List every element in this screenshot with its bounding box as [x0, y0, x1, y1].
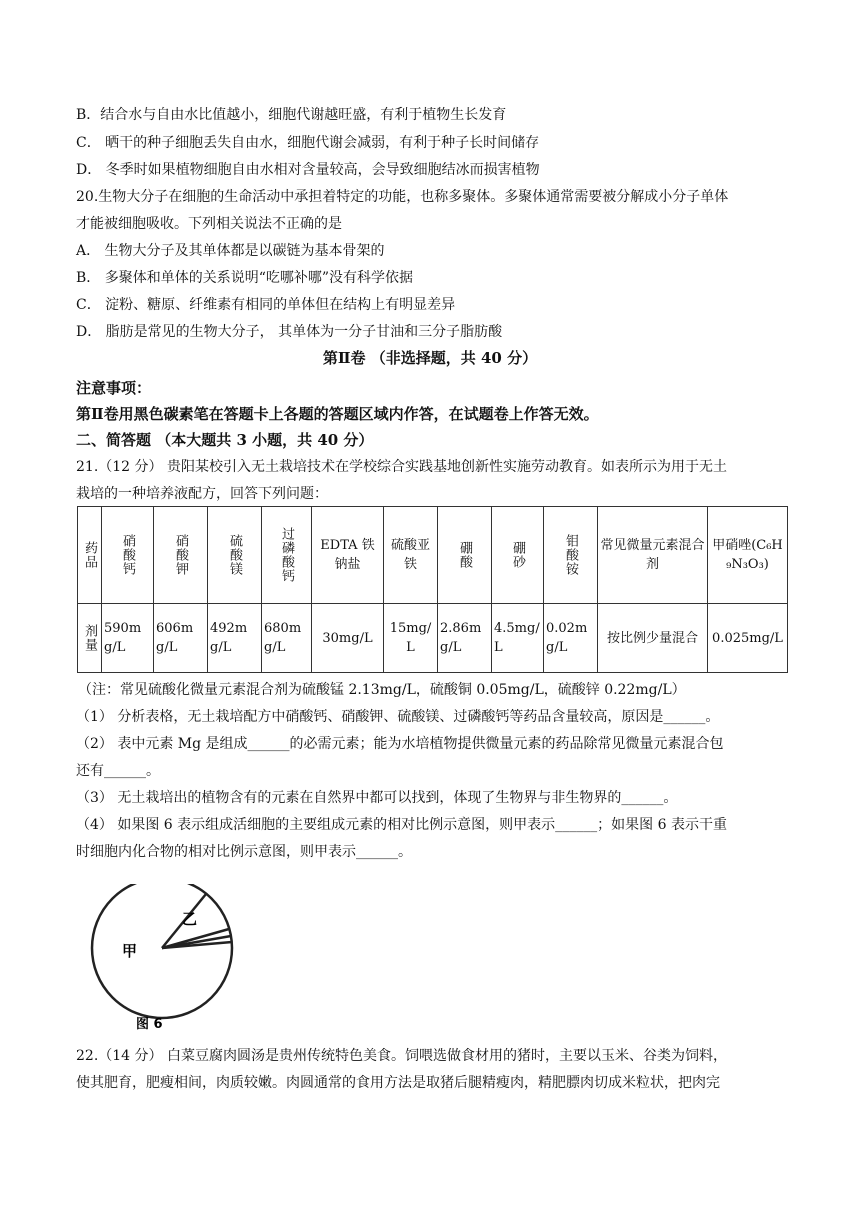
table-note: （注：常见硫酸化微量元素混合剂为硫酸锰 2.13mg/L，硫酸铜 0.05mg/L，硫酸锌 0.22mg/L）: [78, 682, 686, 698]
q21-sub2-line1: （2） 表中元素 Mg 是组成______的必需元素；能为水培植物提供微量元素的药品除常见微量元素混合包: [76, 736, 724, 752]
q22-stem-line1: 22.（14 分） 白菜豆腐肉圆汤是贵州传统特色美食。饲喂选做食材用的猪时，主要以玉米、谷类为饲料，: [76, 1048, 727, 1064]
row-label-drug: 药品: [78, 507, 102, 604]
dose-cell: 0.02mg/L: [544, 604, 598, 673]
dose-cell: 30mg/L: [312, 604, 384, 673]
q21-sub3: （3） 无土栽培出的植物含有的元素在自然界中都可以找到，体现了生物界与非生物界的______。: [76, 790, 678, 806]
q21-stem-line2: 栽培的一种培养液配方，回答下列问题：: [76, 486, 328, 502]
row-label-dose: 剂量: [78, 604, 102, 673]
header-cell: 钼酸铵: [544, 507, 598, 604]
pie-label-jia: 甲: [122, 942, 138, 960]
notice-text: 第Ⅱ卷用黑色碳素笔在答题卡上各题的答题区域内作答，在试题卷上作答无效。: [76, 405, 599, 423]
option-20-c: C． 淀粉、糖原、纤维素有相同的单体但在结构上有明显差异: [76, 297, 456, 313]
header-cell: EDTA 铁钠盐: [312, 507, 384, 604]
header-cell: 甲硝唑(C₆H₉N₃O₃): [708, 507, 788, 604]
header-cell: 硼酸: [438, 507, 492, 604]
figure-6-pie: [84, 884, 244, 1034]
q21-sub2-line2: 还有______。: [76, 763, 160, 779]
dose-cell: 4.5mg/L: [492, 604, 544, 673]
q20-stem-line1: 20.生物大分子在细胞的生命活动中承担着特定的功能，也称多聚体。多聚体通常需要被分解成小分子单体: [76, 189, 729, 205]
figure-caption: 图 6: [136, 1017, 163, 1032]
option-19-b: B．结合水与自由水比值越小，细胞代谢越旺盛，有利于植物生长发育: [76, 107, 507, 123]
q21-stem-line1: 21.（12 分） 贵阳某校引入无土栽培技术在学校综合实践基地创新性实施劳动教育。如表所示为用于无土: [76, 459, 727, 475]
section-2-title: 第Ⅱ卷 （非选择题，共 40 分）: [322, 349, 538, 367]
header-cell: 硝酸钾: [154, 507, 208, 604]
option-20-d: D． 脂肪是常见的生物大分子， 其单体为一分子甘油和三分子脂肪酸: [76, 324, 503, 340]
dose-cell: 492mg/L: [208, 604, 262, 673]
table-row-header: [78, 507, 788, 604]
q20-stem-line2: 才能被细胞吸收。下列相关说法不正确的是: [76, 216, 342, 232]
dose-cell: 15mg/L: [384, 604, 438, 673]
dose-cell: 680mg/L: [262, 604, 312, 673]
header-cell: 硫酸镁: [208, 507, 262, 604]
header-cell: 硼砂: [492, 507, 544, 604]
dose-cell: 606mg/L: [154, 604, 208, 673]
header-cell: 常见微量元素混合剂: [598, 507, 708, 604]
table-row-dose: [78, 604, 788, 673]
pie-label-yi: 乙: [182, 910, 198, 928]
dose-cell: 590mg/L: [102, 604, 154, 673]
q21-sub1: （1） 分析表格，无土栽培配方中硝酸钙、硝酸钾、硫酸镁、过磷酸钙等药品含量较高，原因是______。: [76, 709, 720, 725]
option-20-b: B． 多聚体和单体的关系说明“吃哪补哪”没有科学依据: [76, 270, 414, 286]
q22-stem-line2: 使其肥育，肥瘦相间，肉质较嫩。肉圆通常的食用方法是取猪后腿精瘦肉，精肥膘肉切成米粒状，把肉完: [76, 1075, 720, 1091]
q21-sub4-line1: （4） 如果图 6 表示组成活细胞的主要组成元素的相对比例示意图，则甲表示______；如果图 6 表示干重: [76, 817, 727, 833]
nutrient-table: [77, 506, 788, 673]
header-cell: 过磷酸钙: [262, 507, 312, 604]
header-cell: 硝酸钙: [102, 507, 154, 604]
pie-outline: [92, 884, 232, 1018]
option-19-c: C． 晒干的种子细胞丢失自由水，细胞代谢会减弱，有利于种子长时间储存: [76, 135, 540, 151]
option-20-a: A． 生物大分子及其单体都是以碳链为基本骨架的: [76, 243, 385, 259]
q21-sub4-line2: 时细胞内化合物的相对比例示意图，则甲表示______。: [76, 844, 412, 860]
option-19-d: D． 冬季时如果植物细胞自由水相对含量较高，会导致细胞结冰而损害植物: [76, 162, 540, 178]
dose-cell: 2.86mg/L: [438, 604, 492, 673]
dose-cell: 0.025mg/L: [708, 604, 788, 673]
header-cell: 硫酸亚铁: [384, 507, 438, 604]
dose-cell: 按比例少量混合: [598, 604, 708, 673]
part-title: 二、简答题 （本大题共 3 小题，共 40 分）: [76, 431, 374, 449]
notice-label: 注意事项：: [76, 379, 152, 397]
